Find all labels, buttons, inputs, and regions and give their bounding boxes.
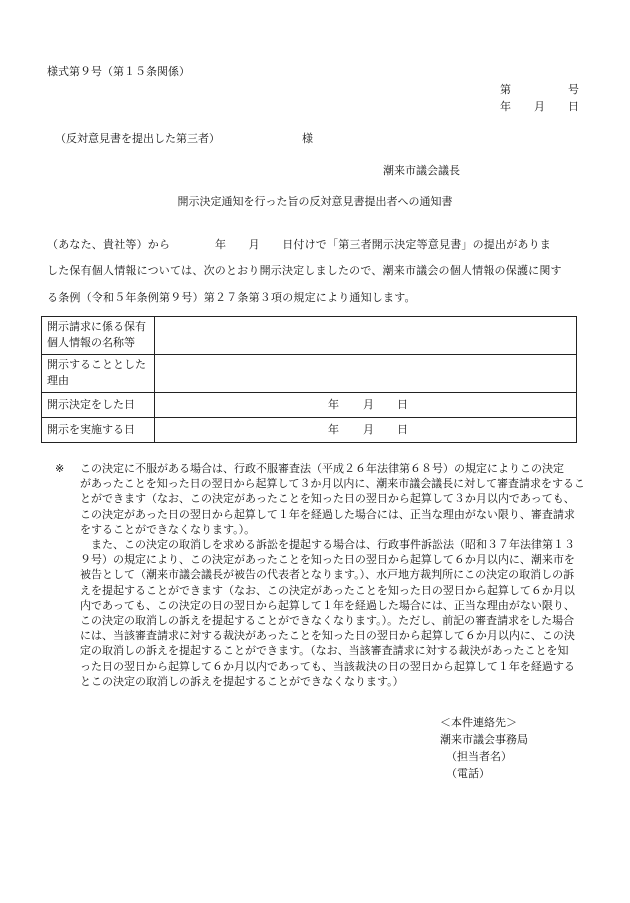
month-label: 月 bbox=[363, 423, 374, 436]
label-line: 開示請求に係る保有 bbox=[47, 320, 146, 333]
note-line: この決定に不服がある場合は、行政不服審査法（平成２６年法律第６８号）の規定によりこの決定 bbox=[80, 462, 564, 475]
date-month-label: 月 bbox=[534, 100, 545, 113]
decision-date-value bbox=[155, 393, 577, 418]
recipient: （反対意見書を提出した第三者） bbox=[55, 132, 220, 145]
form-number: 様式第９号（第１５条関係） bbox=[47, 65, 190, 78]
row-label-decision-date: 開示決定をした日 bbox=[42, 393, 155, 418]
note-line: った日の翌日から起算して６か月以内であっても、当該裁決の日の翌日から起算して１年を経過する bbox=[80, 659, 575, 673]
table-row bbox=[42, 418, 577, 443]
body-line: る条例（令和５年条例第９号）第２７条第３項の規定により通知します。 bbox=[47, 291, 416, 304]
row-label-disclosure-date: 開示を実施する日 bbox=[42, 418, 155, 443]
row-label-info-name bbox=[42, 317, 155, 355]
disclosure-date-value bbox=[155, 418, 577, 443]
reason-value bbox=[155, 355, 577, 393]
note-line: をすることができなくなります。）。 bbox=[80, 522, 256, 536]
day-label: 日 bbox=[397, 423, 408, 436]
honorific: 様 bbox=[302, 132, 313, 145]
doc-number-suffix: 号 bbox=[568, 83, 579, 96]
contact-block bbox=[440, 714, 528, 782]
note-line: とができます（なお、この決定があったことを知った日の翌日から起算して３か月以内であっても、 bbox=[80, 492, 575, 506]
note-line: には、当該審査請求に対する裁決があったことを知った日の翌日から起算して６か月以内に、この決 bbox=[80, 629, 575, 643]
note-line: えを提起することができます（なお、この決定があったことを知った日の翌日から起算して６か月以 bbox=[80, 583, 575, 597]
info-name-value bbox=[155, 317, 577, 355]
note-line: 被告として（潮来市議会議長が被告の代表者となります。）、水戸地方裁判所にこの決定の取消しの訴 bbox=[80, 568, 575, 582]
note-line: ９号）の規定により、この決定があったことを知った日の翌日から起算して６か月以内に、潮来市を bbox=[80, 553, 575, 567]
date-day-label: 日 bbox=[568, 100, 579, 113]
row-label-reason bbox=[42, 355, 155, 393]
table-row bbox=[42, 393, 577, 418]
body-line: した保有個人情報については、次のとおり開示決定しましたので、潮来市議会の個人情報の保護に関す bbox=[47, 264, 562, 277]
note-line: また、この決定の取消しを求める訴訟を提起する場合は、行政事件訴訟法（昭和３７年法律第１３ bbox=[80, 538, 575, 551]
info-table bbox=[41, 316, 577, 443]
month-label: 月 bbox=[363, 398, 374, 411]
note-mark: ※ bbox=[55, 462, 65, 475]
note-line: 定の取消しの訴えを提起することができます。（なお、当該審査請求に対する裁決があったことを知 bbox=[80, 644, 569, 658]
contact-office: 潮来市議会事務局 bbox=[440, 733, 528, 746]
year-label: 年 bbox=[328, 398, 339, 411]
table-row bbox=[42, 355, 577, 393]
document-title: 開示決定通知を行った旨の反対意見書提出者への通知書 bbox=[177, 195, 453, 208]
contact-heading: ＜本件連絡先＞ bbox=[440, 716, 517, 729]
note-line: この決定があった日の翌日から起算して１年を経過した場合には、正当な理由がない限り、審査請求 bbox=[80, 507, 575, 521]
doc-number-label: 第 bbox=[500, 83, 511, 96]
date-year-label: 年 bbox=[500, 100, 511, 113]
contact-phone: （電話） bbox=[446, 767, 490, 780]
contact-person: （担当者名） bbox=[446, 750, 512, 763]
day-label: 日 bbox=[397, 398, 408, 411]
year-label: 年 bbox=[328, 423, 339, 436]
label-line: 理由 bbox=[47, 374, 69, 387]
note-line: この決定の取消しの訴えを提起することができなくなります。）。ただし、前記の審査請求をした場合 bbox=[80, 614, 575, 627]
label-line: 個人情報の名称等 bbox=[47, 336, 135, 349]
sender: 潮来市議会議長 bbox=[383, 164, 460, 177]
label-line: 開示することとした bbox=[47, 358, 146, 371]
note-line: 内であっても、この決定の日の翌日から起算して１年を経過した場合には、正当な理由がない限り、 bbox=[80, 598, 575, 612]
note-line: があったことを知った日の翌日から起算して３か月以内に、潮来市議会議長に対して審査請求をするこ bbox=[80, 477, 585, 491]
note-line: とこの決定の取消しの訴えを提起することができなくなります。） bbox=[80, 674, 404, 688]
table-row bbox=[42, 317, 577, 355]
body-line: （あなた、貴社等）から 年 月 日付けで「第三者開示決定等意見書」の提出がありま bbox=[47, 238, 551, 251]
